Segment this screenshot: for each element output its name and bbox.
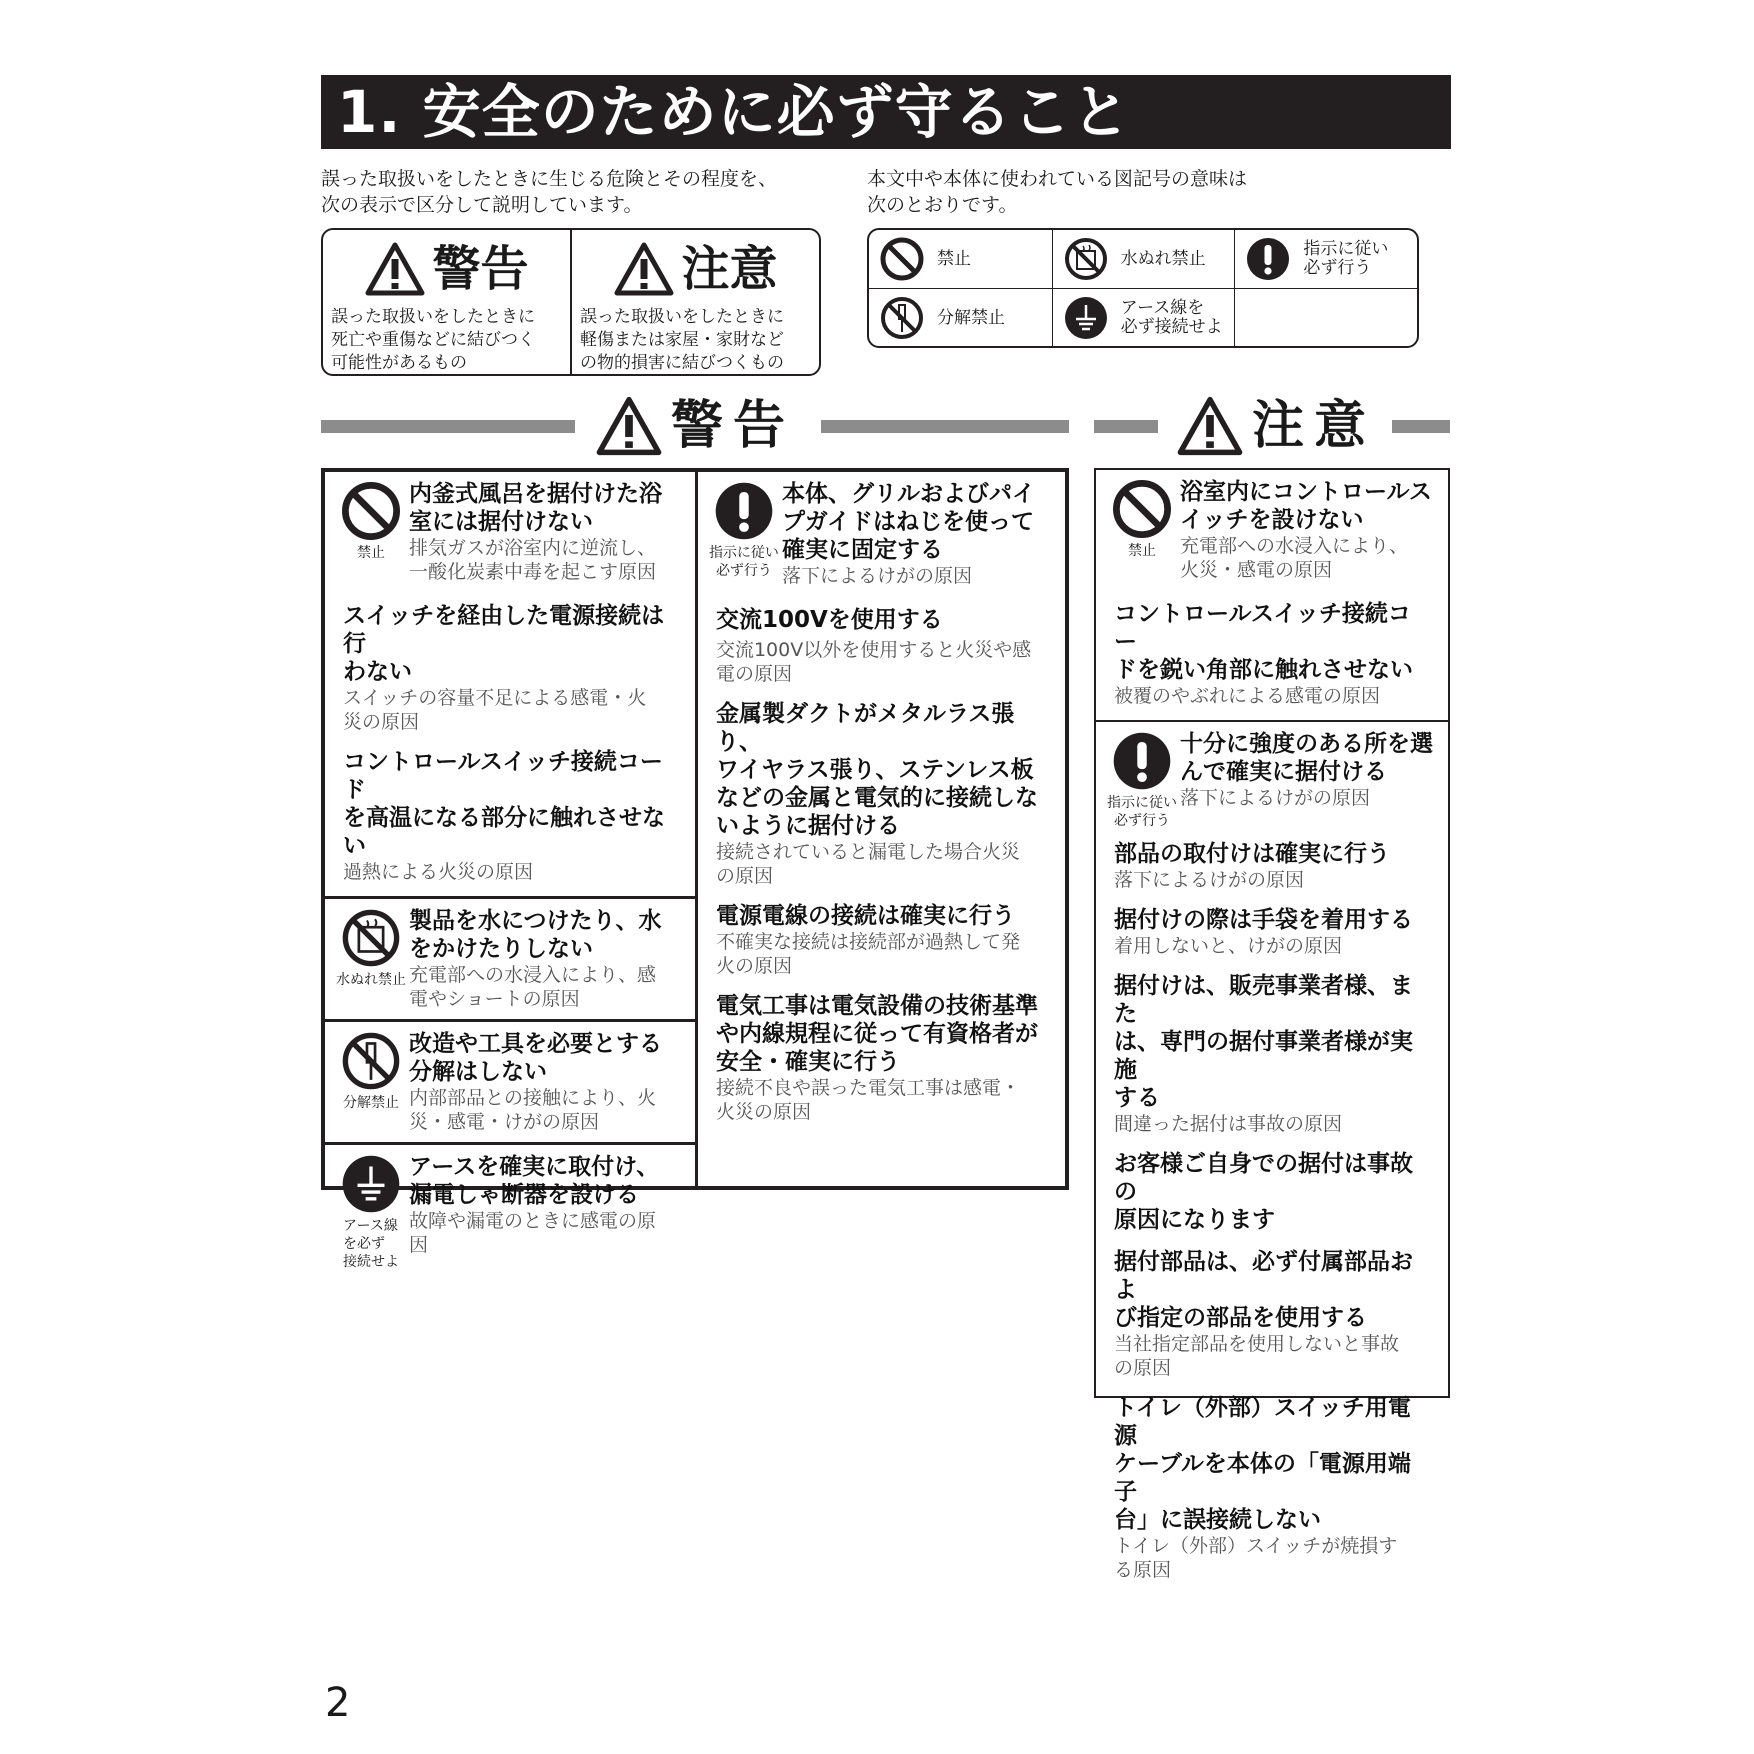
warning-triangle-icon bbox=[364, 241, 426, 297]
caution-item bbox=[1104, 596, 1438, 712]
warning-item bbox=[333, 1030, 685, 1134]
caution-item bbox=[1104, 1390, 1438, 1592]
severity-desc-line: 死亡や重傷などに結びつく bbox=[331, 330, 535, 350]
item-title: 漏電しゃ断器を設ける bbox=[409, 1182, 639, 1208]
warning-item bbox=[333, 744, 685, 888]
warning-item bbox=[333, 598, 685, 744]
item-title: お客様ご自身での据付は事故の bbox=[1114, 1151, 1413, 1205]
item-desc: 火災・感電の原因 bbox=[1180, 559, 1333, 581]
icon-label bbox=[343, 1217, 399, 1271]
divider bbox=[821, 420, 1069, 433]
caution-section-header bbox=[1094, 395, 1450, 457]
item-title: いように据付ける bbox=[715, 813, 900, 839]
item-title: ワイヤラス張り、ステンレス板 bbox=[715, 757, 1034, 783]
item-desc: 落下によるけがの原因 bbox=[1180, 787, 1371, 809]
severity-desc-line: 誤った取扱いをしたときに bbox=[580, 307, 784, 327]
legend-label bbox=[1121, 299, 1223, 337]
item-title: を高温になる部分に触れさせない bbox=[343, 805, 665, 859]
item-title: 十分に強度のある所を選 bbox=[1180, 731, 1433, 757]
item-desc: 充電部への水浸入により、 bbox=[1180, 535, 1409, 557]
intro-severity bbox=[321, 166, 841, 218]
item-desc: る原因 bbox=[1114, 1559, 1172, 1581]
severity-desc-line: 可能性があるもの bbox=[331, 353, 467, 373]
warning-item bbox=[333, 907, 685, 1011]
item-title: スイッチを経由した電源接続は行 bbox=[343, 603, 665, 657]
warning-item bbox=[706, 602, 1055, 696]
item-title: 電源電線の接続は確実に行う bbox=[715, 903, 1015, 929]
item-desc: 内部部品との接触により、火 bbox=[409, 1087, 657, 1109]
intro-symbols bbox=[867, 166, 1407, 218]
prohibit-icon bbox=[879, 236, 925, 282]
mandatory-icon bbox=[1111, 730, 1173, 792]
warning-section-title: 警告 bbox=[671, 396, 796, 456]
warning-cell bbox=[325, 1022, 695, 1145]
item-title: をかけたりしない bbox=[409, 936, 593, 962]
prohibit-icon bbox=[1111, 478, 1173, 540]
legend-prohibit bbox=[869, 230, 1052, 288]
item-desc: 災・感電・けがの原因 bbox=[409, 1111, 600, 1133]
item-title: コントロールスイッチ接続コード bbox=[343, 749, 663, 803]
legend-label-line: 指示に従い bbox=[1303, 239, 1389, 259]
item-title: トイレ（外部）スイッチ用電源 bbox=[1114, 1395, 1411, 1449]
icon-label-line: 接続せよ bbox=[343, 1254, 399, 1270]
severity-caution-label: 注意 bbox=[681, 241, 778, 297]
item-title: 据付部品は、必ず付属部品およ bbox=[1114, 1249, 1413, 1303]
item-desc: 災の原因 bbox=[343, 711, 420, 733]
item-title: などの金属と電気的に接続しな bbox=[715, 785, 1038, 811]
legend-label bbox=[1303, 240, 1388, 278]
warning-item bbox=[706, 898, 1055, 988]
caution-item bbox=[1104, 1244, 1438, 1390]
legend-label: 分解禁止 bbox=[937, 307, 1005, 328]
item-desc: 交流100V以外を使用すると火災や感 bbox=[715, 639, 1032, 661]
divider bbox=[1094, 420, 1158, 433]
legend-empty bbox=[1234, 289, 1417, 347]
item-title: 内釜式風呂を据付けた浴 bbox=[409, 481, 662, 507]
caution-triangle-icon bbox=[1176, 395, 1244, 457]
severity-warning bbox=[323, 230, 570, 374]
severity-desc-line: 誤った取扱いをしたときに bbox=[331, 307, 535, 327]
icon-label-line: 指示に従い bbox=[1107, 795, 1177, 811]
intro-line: 誤った取扱いをしたときに生じる危険とその程度を、 bbox=[321, 168, 778, 190]
symbol-legend bbox=[867, 228, 1419, 348]
item-desc: 過熱による火災の原因 bbox=[343, 861, 534, 883]
warning-item bbox=[706, 988, 1055, 1134]
no-water-icon bbox=[340, 907, 402, 969]
caution-cell bbox=[1096, 722, 1448, 1600]
warning-item bbox=[706, 480, 1055, 588]
intro-line: 次の表示で区分して説明しています。 bbox=[321, 194, 643, 216]
item-title: プガイドはねじを使って bbox=[781, 509, 1035, 535]
mandatory-icon bbox=[713, 480, 775, 542]
warning-cell bbox=[325, 472, 695, 899]
item-title: イッチを設けない bbox=[1180, 507, 1364, 533]
legend-label: 禁止 bbox=[937, 248, 971, 269]
item-desc: 充電部への水浸入により、感 bbox=[409, 964, 657, 986]
item-title: び指定の部品を使用する bbox=[1114, 1305, 1367, 1331]
warning-column-right bbox=[695, 472, 1065, 1186]
legend-label-line: 必ず行う bbox=[1303, 258, 1372, 278]
icon-label-line: アース線 bbox=[343, 1218, 398, 1234]
caution-cell bbox=[1096, 470, 1448, 722]
item-title: や内線規程に従って有資格者が bbox=[715, 1021, 1038, 1047]
severity-legend bbox=[321, 228, 821, 376]
warning-section-header bbox=[321, 395, 1069, 457]
caution-item bbox=[1104, 902, 1438, 968]
ground-icon bbox=[1063, 295, 1109, 341]
warning-item bbox=[333, 480, 685, 584]
legend-no-water bbox=[1052, 230, 1235, 288]
warning-triangle-icon bbox=[595, 395, 663, 457]
icon-label: 禁止 bbox=[1128, 543, 1156, 559]
item-title: 分解はしない bbox=[409, 1059, 547, 1085]
item-desc: 排気ガスが浴室内に逆流し、 bbox=[409, 537, 657, 559]
icon-label: 分解禁止 bbox=[343, 1095, 399, 1111]
warning-item bbox=[333, 1153, 685, 1271]
item-desc: 不確実な接続は接続部が過熱して発 bbox=[715, 931, 1020, 953]
item-title: アースを確実に取付け、 bbox=[409, 1154, 660, 1180]
item-desc: の原因 bbox=[715, 865, 773, 887]
item-title: 安全・確実に行う bbox=[715, 1049, 900, 1075]
item-desc: 接続不良や誤った電気工事は感電・ bbox=[715, 1077, 1020, 1099]
warning-column-left bbox=[325, 472, 695, 1270]
warning-table bbox=[321, 468, 1069, 1270]
item-title: 据付けの際は手袋を着用する bbox=[1114, 907, 1413, 933]
icon-label-line: 指示に従い bbox=[708, 545, 779, 561]
icon-label-line: 必ず行う bbox=[1114, 813, 1170, 829]
intro-line: 本文中や本体に使われている図記号の意味は bbox=[867, 168, 1248, 190]
item-title: んで確実に据付ける bbox=[1180, 759, 1387, 785]
no-disassemble-icon bbox=[879, 295, 925, 341]
item-desc: トイレ（外部）スイッチが焼損す bbox=[1114, 1535, 1398, 1557]
item-title: 本体、グリルおよびパイ bbox=[781, 481, 1035, 507]
item-title: 製品を水につけたり、水 bbox=[409, 908, 662, 934]
no-disassemble-icon bbox=[340, 1030, 402, 1092]
icon-label-line: 必ず行う bbox=[715, 563, 772, 579]
item-desc: 接続されていると漏電した場合火災 bbox=[715, 841, 1020, 863]
caution-triangle-icon bbox=[613, 241, 675, 297]
legend-label-line: 必ず接続せよ bbox=[1120, 317, 1223, 337]
item-title: わない bbox=[343, 659, 412, 685]
item-desc: 因 bbox=[409, 1234, 429, 1256]
no-water-icon bbox=[1063, 236, 1109, 282]
severity-desc-line: の物的損害に結びつくもの bbox=[580, 353, 784, 373]
item-title: 室には据付けない bbox=[409, 509, 593, 535]
item-desc: 火の原因 bbox=[715, 955, 792, 977]
item-title: 改造や工具を必要とする bbox=[409, 1031, 662, 1057]
item-title: 据付けは、販売事業者様、また bbox=[1114, 973, 1413, 1027]
item-desc: 着用しないと、けがの原因 bbox=[1114, 935, 1343, 957]
item-desc: 電の原因 bbox=[715, 663, 792, 685]
caution-item bbox=[1104, 968, 1438, 1146]
item-title: 電気工事は電気設備の技術基準 bbox=[715, 993, 1038, 1019]
icon-label-line: を必ず bbox=[343, 1236, 385, 1252]
icon-label bbox=[1107, 794, 1177, 830]
item-title: 台」に誤接続しない bbox=[1114, 1507, 1321, 1533]
caution-item bbox=[1104, 478, 1438, 582]
item-title: 交流100Vを使用する bbox=[715, 607, 943, 633]
severity-caution bbox=[570, 230, 819, 374]
item-title: ドを鋭い角部に触れさせない bbox=[1114, 657, 1413, 683]
page-number: 2 bbox=[325, 1680, 351, 1726]
severity-desc-line: 軽傷または家屋・家財など bbox=[580, 330, 784, 350]
item-desc: の原因 bbox=[1114, 1357, 1172, 1379]
item-desc: 間違った据付は事故の原因 bbox=[1114, 1113, 1343, 1135]
caution-item bbox=[1104, 836, 1438, 902]
legend-no-disassemble bbox=[869, 289, 1052, 347]
item-title: コントロールスイッチ接続コー bbox=[1114, 601, 1411, 655]
item-title: 原因になります bbox=[1114, 1207, 1275, 1233]
item-title: 確実に固定する bbox=[781, 537, 943, 563]
icon-label bbox=[709, 544, 779, 580]
severity-warning-label: 警告 bbox=[432, 241, 529, 297]
item-title: する bbox=[1114, 1085, 1160, 1111]
caution-section-title: 注意 bbox=[1252, 396, 1377, 456]
item-title: 金属製ダクトがメタルラス張り、 bbox=[715, 701, 1015, 755]
divider bbox=[1392, 420, 1450, 433]
item-title: は、専門の据付事業者様が実施 bbox=[1114, 1029, 1413, 1083]
item-title: ケーブルを本体の「電源用端子 bbox=[1114, 1451, 1411, 1505]
warning-cell bbox=[325, 1145, 695, 1279]
intro-line: 次のとおりです。 bbox=[867, 194, 1018, 216]
item-desc: スイッチの容量不足による感電・火 bbox=[343, 687, 647, 709]
item-title: 部品の取付けは確実に行う bbox=[1114, 841, 1390, 867]
item-desc: 一酸化炭素中毒を起こす原因 bbox=[409, 561, 657, 583]
legend-label-line: アース線を bbox=[1120, 298, 1205, 318]
legend-label: 水ぬれ禁止 bbox=[1120, 248, 1206, 269]
mandatory-icon bbox=[1245, 236, 1291, 282]
prohibit-icon bbox=[340, 480, 402, 542]
item-title: 浴室内にコントロールス bbox=[1180, 479, 1432, 505]
page-title: 1. 安全のために必ず守ること bbox=[321, 75, 1451, 149]
legend-ground bbox=[1052, 289, 1235, 347]
item-desc: 電やショートの原因 bbox=[409, 988, 580, 1010]
caution-item bbox=[1104, 1146, 1438, 1244]
caution-item bbox=[1104, 730, 1438, 830]
divider bbox=[321, 420, 575, 433]
icon-label: 禁止 bbox=[357, 545, 385, 561]
caution-table bbox=[1094, 468, 1450, 1581]
item-desc: 火災の原因 bbox=[715, 1101, 811, 1123]
item-desc: 落下によるけがの原因 bbox=[1114, 869, 1305, 891]
item-desc: 被覆のやぶれによる感電の原因 bbox=[1114, 685, 1381, 707]
item-desc: 当社指定部品を使用しないと事故 bbox=[1114, 1333, 1400, 1355]
warning-item bbox=[706, 696, 1055, 898]
icon-label: 水ぬれ禁止 bbox=[336, 972, 406, 988]
item-desc: 故障や漏電のときに感電の原 bbox=[409, 1210, 657, 1232]
warning-cell bbox=[325, 899, 695, 1022]
legend-must-do bbox=[1234, 230, 1417, 288]
ground-icon bbox=[340, 1153, 402, 1215]
item-desc: 落下によるけがの原因 bbox=[781, 565, 972, 587]
